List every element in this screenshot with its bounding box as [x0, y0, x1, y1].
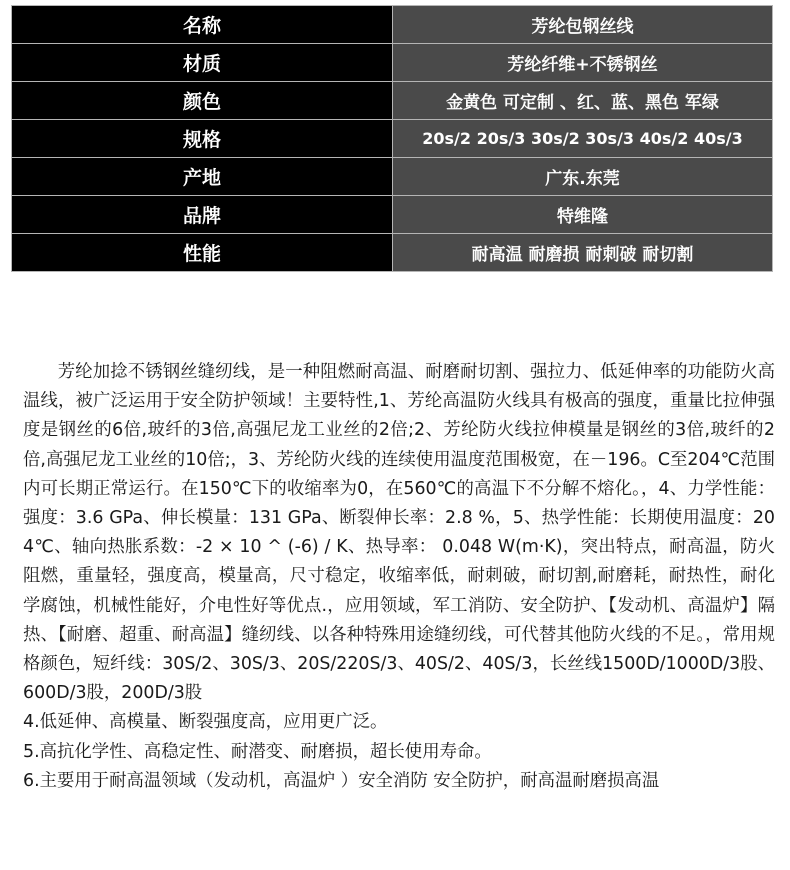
description-point-5: 5.高抗化学性、高稳定性、耐潜变、耐磨损，超长使用寿命。 — [23, 741, 492, 762]
spec-value-color: 金黄色 可定制 、红、蓝、黑色 军绿 — [393, 82, 773, 120]
spec-value-origin: 广东.东莞 — [393, 158, 773, 196]
spec-value-brand: 特维隆 — [393, 196, 773, 234]
spec-value-material: 芳纶纤维+不锈钢丝 — [393, 44, 773, 82]
spec-row-name — [12, 6, 773, 44]
spec-row-spec — [12, 120, 773, 158]
spec-row-material — [12, 44, 773, 82]
description-point-6: 6.主要用于耐高温领域（发动机，高温炉 ）安全消防 安全防护，耐高温耐磨损高温 — [23, 770, 660, 791]
spec-row-color — [12, 82, 773, 120]
description-intro: 芳纶加捻不锈钢丝缝纫线，是一种阻燃耐高温、耐磨耐切割、强拉力、低延伸率的功能防火高温线，被广泛运用于安全防护领域！主要特性,1、芳纶高温防火线具有极高的强度，重量比拉伸强度是钢丝的6倍,玻纤的3倍,高强尼龙工业丝的2倍;2、芳纶防火线拉伸模量是钢丝的3倍,玻纤的2倍,高强尼龙工业丝的10倍;，3、芳纶防火线的连续使用温度范围极宽，在－196。C至204℃范围内可长期正常运行。在150℃下的收缩率为0，在560℃的高温下不分解不熔化。，4、力学性能：强度：3.6 GPa、伸长模量：131 GPa、断裂伸长率：2.8 %，5、热学性能：长期使用温度：204℃、轴向热胀系数：-2 × 10 ^ (-6) / K、热导率： 0.048 W(m·K)，突出特点，耐高温，防火阻燃，重量轻，强度高，模量高，尺寸稳定，收缩率低，耐刺破，耐切割,耐磨耗，耐热性，耐化学腐蚀，机械性能好，介电性好等优点.，应用领域，军工消防、安全防护、【发动机、高温炉】隔热、【耐磨、超重、耐高温】缝纫线、以各种特殊用途缝纫线，可代替其他防火线的不足。，常用规格颜色，短纤线：30S/2、30S/3、20S/220S/3、40S/2、40S/3，长丝线1500D/1000D/3股、600D/3股，200D/3股 — [23, 362, 775, 704]
spec-key-name: 名称 — [12, 6, 393, 44]
spec-row-performance — [12, 234, 773, 272]
spec-value-performance: 耐高温 耐磨损 耐刺破 耐切割 — [393, 234, 773, 272]
description-point-4: 4.低延伸、高模量、断裂强度高，应用更广泛。 — [23, 712, 388, 733]
spec-key-spec: 规格 — [12, 120, 393, 158]
spec-key-material: 材质 — [12, 44, 393, 82]
spec-value-spec: 20s/2 20s/3 30s/2 30s/3 40s/2 40s/3 — [393, 120, 773, 158]
spec-key-origin: 产地 — [12, 158, 393, 196]
product-description — [23, 358, 775, 796]
spec-value-name: 芳纶包钢丝线 — [393, 6, 773, 44]
spec-key-performance: 性能 — [12, 234, 393, 272]
spec-key-color: 颜色 — [12, 82, 393, 120]
spec-row-brand — [12, 196, 773, 234]
spec-row-origin — [12, 158, 773, 196]
spec-key-brand: 品牌 — [12, 196, 393, 234]
spec-table — [11, 5, 773, 272]
